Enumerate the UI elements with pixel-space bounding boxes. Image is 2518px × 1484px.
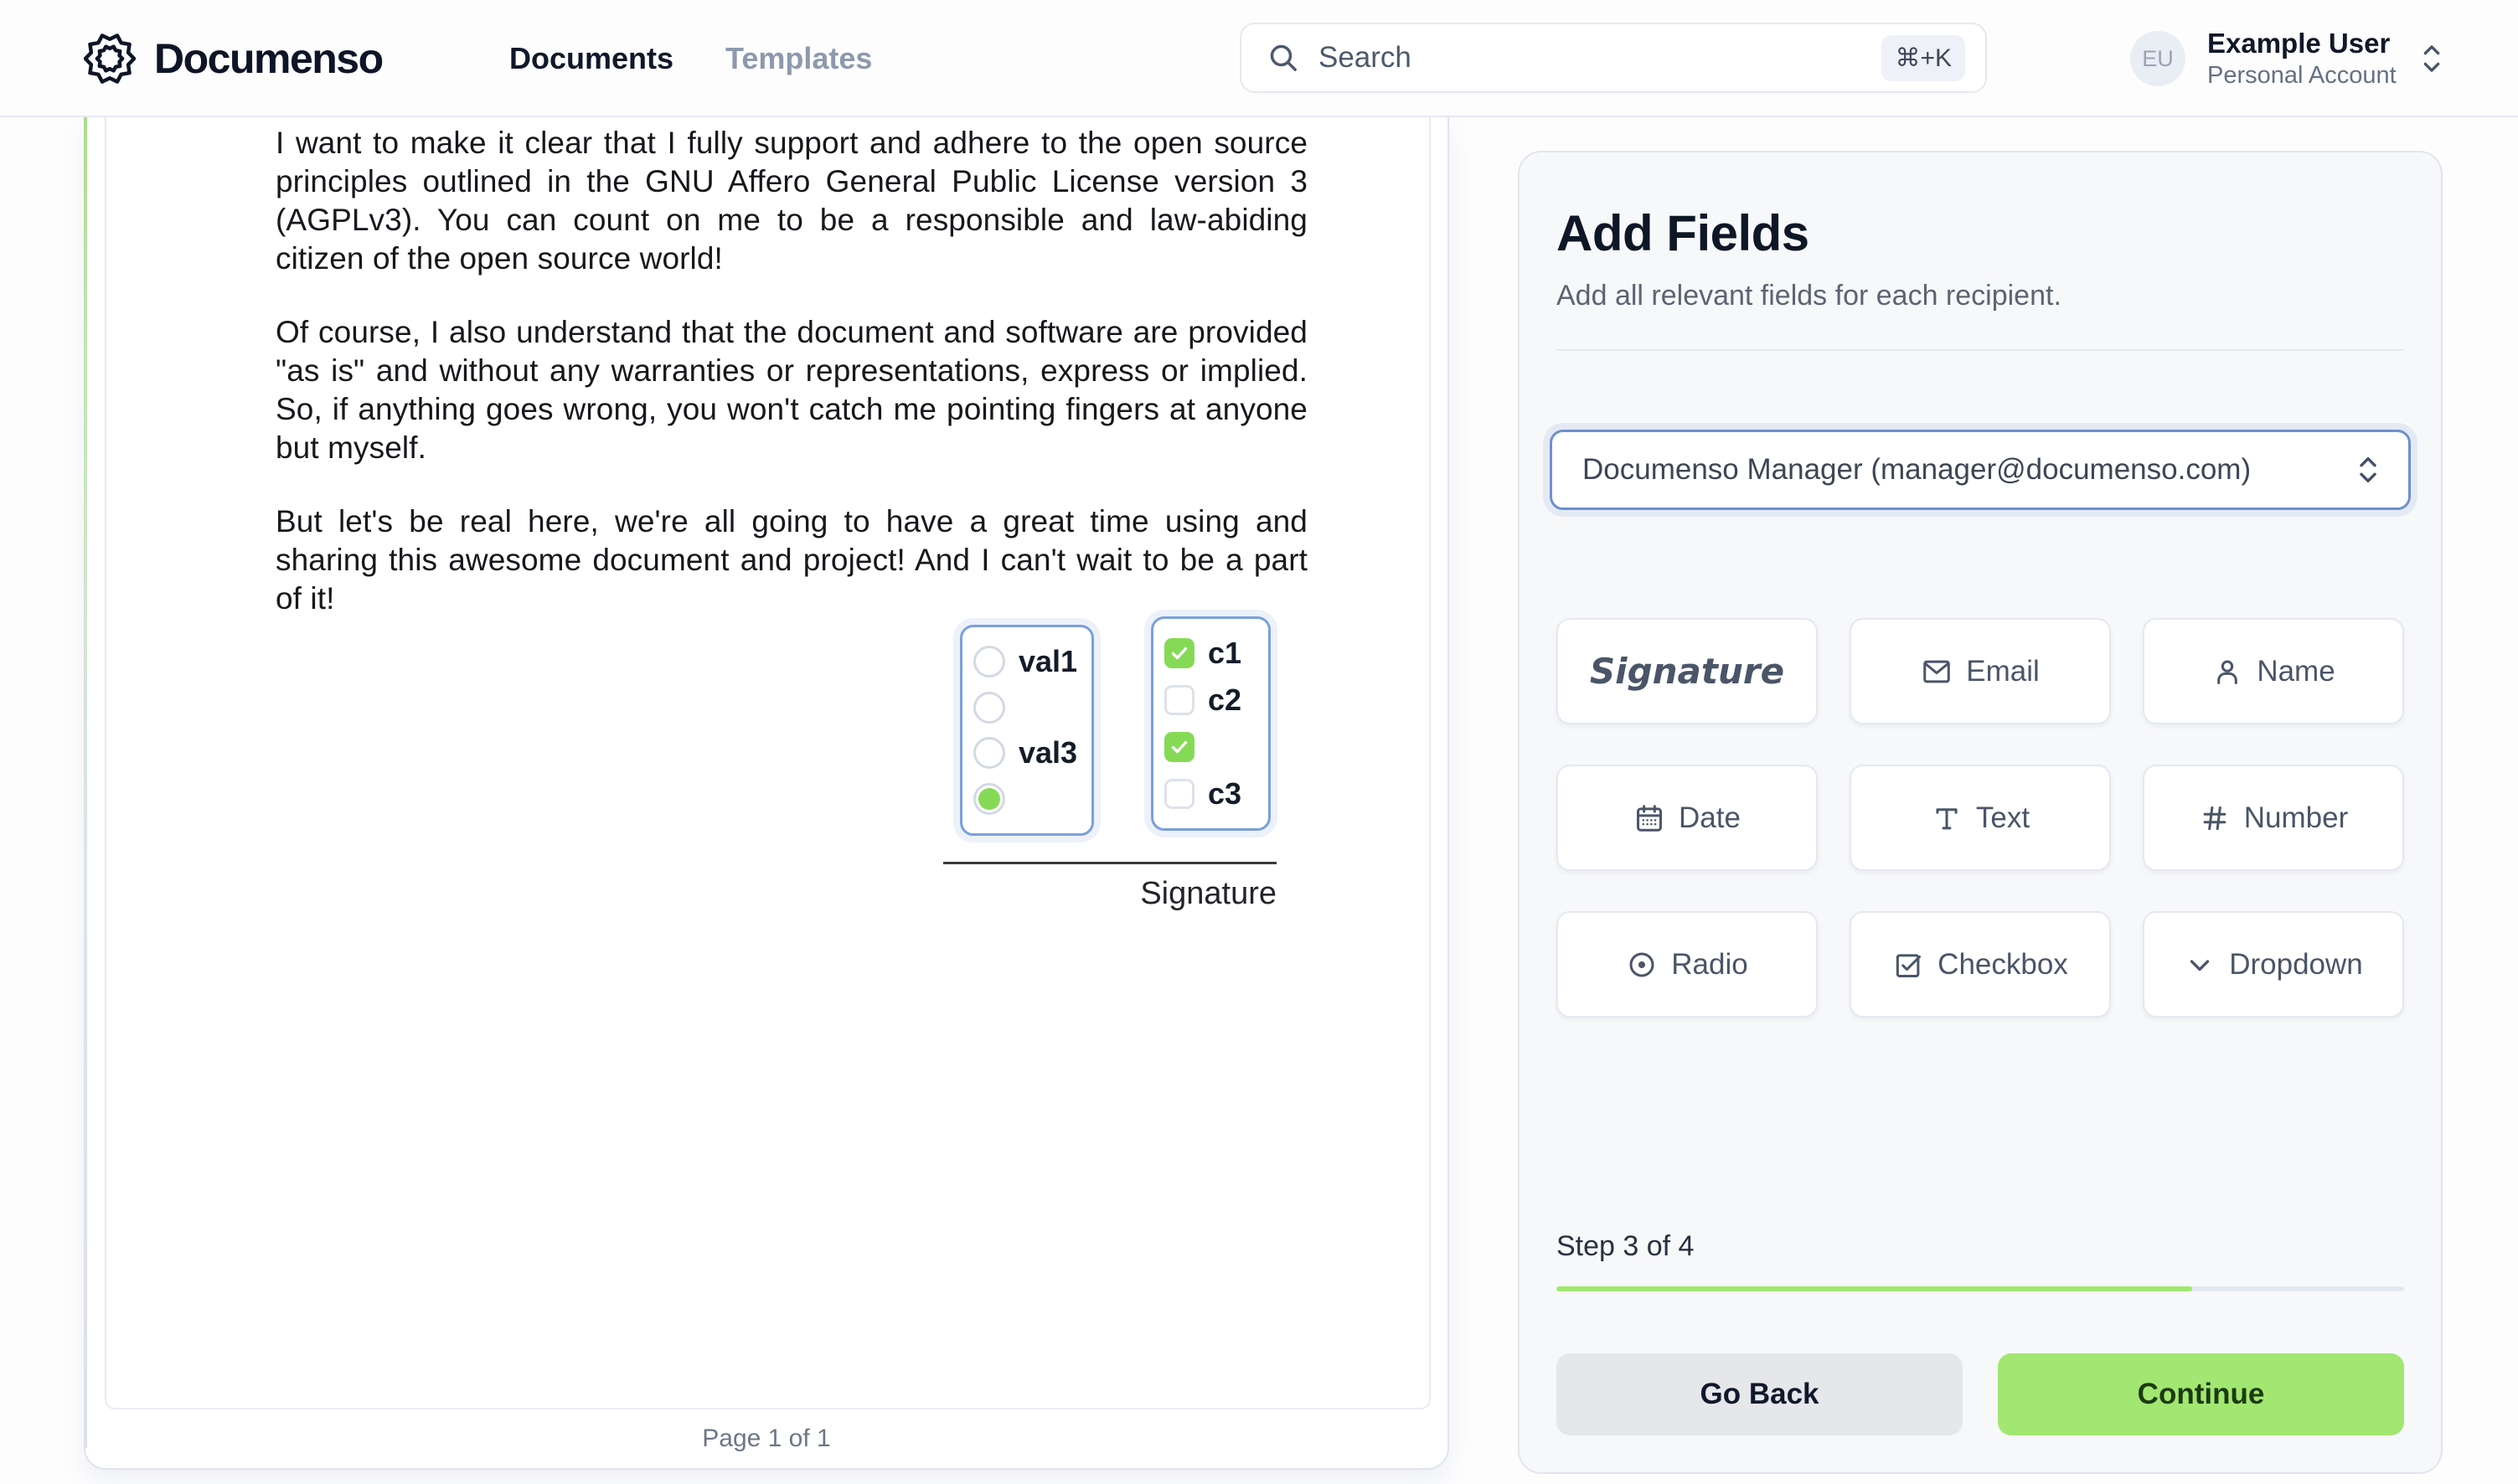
field-button-email[interactable]: Email [1850, 618, 2111, 724]
documenso-logo[interactable] [84, 0, 383, 117]
user-icon [2211, 656, 2243, 688]
field-button-signature[interactable] [1556, 618, 1818, 724]
signature-line [943, 862, 1277, 864]
paragraph: I want to make it clear that I fully support and adhere to the open source principles outlined in the GNU Affero General Public License version 3 (AGPLv3). You can count on me to be a responsible and law-abiding citizen of the open source world! [276, 126, 1308, 276]
radio-unchecked-icon[interactable] [973, 737, 1005, 769]
chevron-up-down-icon [2353, 450, 2383, 490]
recipient-selected-value: Documenso Manager (manager@documenso.com) [1582, 453, 2252, 486]
envelope-icon [1921, 656, 1953, 688]
radio-unchecked-icon[interactable] [973, 646, 1005, 678]
checkbox-icon [1892, 949, 1924, 981]
user-menu[interactable] [2130, 0, 2445, 117]
radio-option[interactable] [962, 685, 1091, 730]
checkbox-option[interactable]: c2 [1153, 678, 1268, 723]
radio-option[interactable]: val1 [962, 639, 1091, 684]
field-button-number[interactable]: Number [2143, 765, 2404, 871]
field-button-text[interactable]: Text [1850, 765, 2111, 871]
calendar-icon [1633, 802, 1665, 834]
radio-option[interactable] [962, 776, 1091, 822]
radio-option[interactable]: val3 [962, 730, 1091, 775]
field-type-grid [1556, 618, 2404, 1018]
checkbox-unchecked-icon[interactable] [1164, 685, 1195, 715]
hash-icon [2199, 802, 2231, 834]
primary-nav [509, 0, 872, 117]
avatar: EU [2130, 31, 2185, 86]
field-button-dropdown[interactable]: Dropdown [2143, 911, 2404, 1018]
checkbox-option[interactable]: c1 [1153, 631, 1268, 676]
documenso-seal-icon [84, 33, 136, 85]
field-button-radio[interactable]: Radio [1556, 911, 1818, 1018]
panel-title: Add Fields [1556, 205, 1809, 261]
search-shortcut-badge: ⌘+K [1881, 35, 1965, 81]
signature-label: Signature [1140, 876, 1277, 911]
checkbox-checked-icon[interactable] [1164, 732, 1195, 762]
divider [1556, 349, 2404, 351]
field-button-checkbox[interactable]: Checkbox [1850, 911, 2111, 1018]
content-area [0, 117, 2518, 1484]
wizard-footer [1556, 1230, 2404, 1435]
progress-bar [1556, 1286, 2404, 1291]
signature-cursive-label: Signature [1589, 651, 1785, 692]
account-type: Personal Account [2207, 61, 2397, 89]
nav-link-documents[interactable]: Documents [509, 41, 674, 75]
radio-icon [1626, 949, 1658, 981]
chevron-up-down-icon [2418, 39, 2445, 78]
search-bar[interactable] [1240, 23, 1987, 93]
text-icon [1931, 802, 1963, 834]
document-page [105, 117, 1431, 1409]
checkbox-field-group[interactable] [1151, 616, 1271, 831]
field-button-name[interactable]: Name [2143, 618, 2404, 724]
document-card [84, 117, 1449, 1470]
paragraph: But let's be real here, we're all going to have a great time using and sharing this awesome document and project! And I can't wait to be a part of it! [276, 504, 1308, 616]
user-name: Example User [2207, 28, 2391, 59]
radio-unchecked-icon[interactable] [973, 692, 1005, 724]
document-text [276, 124, 1308, 653]
panel-subtitle: Add all relevant fields for each recipient. [1556, 280, 2061, 312]
progress-bar-fill [1556, 1286, 2192, 1291]
checkbox-option[interactable] [1153, 724, 1268, 770]
checkbox-checked-icon[interactable] [1164, 638, 1195, 668]
search-icon [1267, 41, 1300, 75]
continue-button[interactable]: Continue [1998, 1353, 2404, 1435]
add-fields-panel [1518, 151, 2443, 1474]
logo-wordmark: Documenso [154, 35, 383, 82]
field-button-date[interactable]: Date [1556, 765, 1818, 871]
chevron-down-icon [2184, 949, 2216, 981]
go-back-button[interactable]: Go Back [1556, 1353, 1963, 1435]
paragraph: Of course, I also understand that the document and software are provided "as is" and without any warranties or representations, express or implied. So, if anything goes wrong, you won't catch me pointing fingers at anyone but myself. [276, 315, 1308, 465]
checkbox-unchecked-icon[interactable] [1164, 779, 1195, 809]
radio-field-group[interactable] [960, 625, 1094, 836]
nav-link-templates[interactable]: Templates [725, 41, 873, 75]
step-indicator: Step 3 of 4 [1556, 1230, 1695, 1262]
radio-checked-icon[interactable] [973, 783, 1005, 815]
recipient-select[interactable] [1550, 430, 2411, 510]
page-indicator: Page 1 of 1 [702, 1425, 831, 1452]
search-input[interactable] [1318, 41, 1881, 75]
checkbox-option[interactable]: c3 [1153, 771, 1268, 817]
top-navbar [0, 0, 2518, 117]
